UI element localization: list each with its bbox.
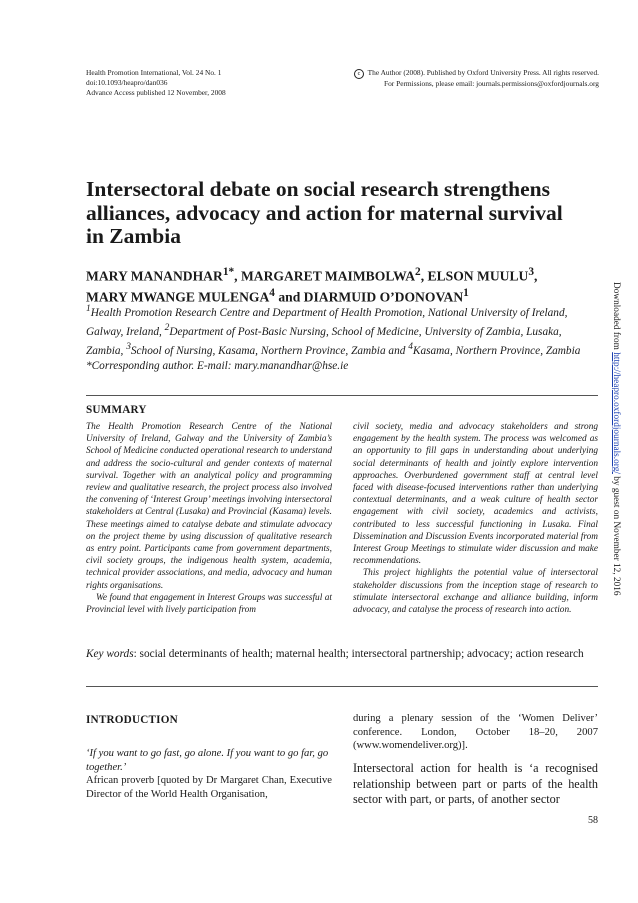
summary-heading: SUMMARY (86, 404, 147, 416)
affiliation-marker: 2 (164, 322, 170, 333)
epigraph-attribution: African proverb [quoted by Dr Margaret Chan, Executive Director of the World Health Organisation, (86, 775, 332, 800)
summary-column-right (353, 421, 598, 616)
affiliations (86, 302, 598, 374)
affiliation-text: Kasama, Northern Province, Zambia (412, 344, 581, 357)
journal-header (86, 68, 326, 99)
section-divider (86, 686, 598, 687)
summary-paragraph: We found that engagement in Interest Groups was successful at Provincial level with lively participation from (86, 592, 332, 616)
summary-column-left (86, 421, 332, 616)
keywords-label: Key words (86, 648, 134, 660)
copyright-text: The Author (2008). Published by Oxford University Press. All rights reserved. (367, 68, 599, 77)
author-name: DIARMUID O’DONOVAN (303, 289, 464, 305)
download-prefix: Downloaded from (611, 282, 621, 353)
author-affiliation-marker: 3 (528, 266, 535, 278)
introduction-paragraph: Intersectoral action for health is ‘a recognised relationship between part or parts of the health sector with part, or parts, of another sector (353, 761, 598, 807)
section-divider (86, 395, 598, 396)
author-separator: , (234, 268, 241, 284)
affiliation-text: School of Nursing, Kasama, Northern Province, Zambia and (130, 344, 409, 357)
author-name: MARY MWANGE MULENGA (86, 289, 270, 305)
journal-site-link[interactable]: http://heapro.oxfordjournals.org/ (611, 352, 621, 474)
summary-paragraph: civil society, media and advocacy stakeholders and strong engagement by the health system. The process was welcomed as an opportunity to fill gaps in understanding about underlying social determinants of health and jointly explore intervention approaches. Overburdened government staff at central level faced with disease-focused interventions rather than underlying contextual determinants, and a weak culture of health sector engagement with civil society, academics and activists, contributed to less successful functioning in Lusaka. Final Dissemination and Discussion Events incorporated material from Interest Group Meetings to stimulate wider discussion and make recommendations. (353, 422, 598, 567)
advance-access-date: Advance Access published 12 November, 2008 (86, 88, 226, 98)
affiliation-marker: 3 (126, 341, 131, 352)
author-name: MARY MANANDHAR (86, 268, 223, 284)
epigraph-quote: ‘If you want to go fast, go alone. If you want to go far, go together.’ (86, 748, 329, 773)
author-affiliation-marker: 1 (463, 287, 469, 300)
summary-paragraph: The Health Promotion Research Centre of the National University of Ireland, Galway and the University of Zambia’s School of Medicine conducted operational research to understand and address the socio-cultural and gender contexts of maternal survival. Together with an analytical policy and programming review and qualitative research, the project process also involved the convening of ‘Interest Group’ meetings involving intersectoral stakeholders at Central (Lusaka) and Provincial (Kasama) levels. These meetings aimed to catalyse debate and stimulate advocacy on the project theme by using discussion of qualitative research as entry point. Participants came from government departments, civil society groups, the indigenous health system, academia, technical provider associations, and media, advocacy and human rights organisations. (86, 422, 332, 591)
keywords-text: : social determinants of health; maternal health; intersectoral partnership; advocacy; action research (133, 648, 584, 660)
author-affiliation-marker: 1* (222, 266, 235, 278)
affiliation-text: Health Promotion Research Centre and Department of Health Promotion, National University of Ireland, Galway, Ireland, (86, 306, 568, 338)
author-name: ELSON MUULU (427, 268, 529, 284)
author-affiliation-marker: 4 (269, 287, 275, 300)
copyright-notice (328, 68, 599, 89)
copyright-icon: c (354, 69, 364, 79)
introduction-heading: INTRODUCTION (86, 714, 178, 726)
article-title: Intersectoral debate on social research strengthens alliances, advocacy and action for maternal survival in Zambia (86, 177, 563, 248)
page-number: 58 (588, 815, 598, 826)
permissions-text: For Permissions, please email: journals.permissions@oxfordjournals.org (383, 79, 599, 88)
author-separator: , (534, 268, 538, 284)
download-suffix: by guest on November 12, 2016 (611, 473, 621, 596)
author-name: MARGARET MAIMBOLWA (240, 268, 416, 284)
doi[interactable]: doi:10.1093/heapro/dan036 (86, 78, 168, 88)
author-affiliation-marker: 2 (415, 266, 421, 278)
affiliation-text: Department of Post-Basic Nursing, School of Medicine, University of Zambia, Lusaka, Zambia, (86, 325, 562, 357)
attribution-continuation: during a plenary session of the ‘Women Deliver’ conference. London, October 18–20, 2007 (www.womendeliver.org)]. (353, 713, 598, 752)
author-separator: and (274, 289, 304, 305)
affiliation-marker: 1 (86, 304, 91, 314)
author-separator: , (420, 268, 428, 284)
corresponding-author: *Corresponding author. E-mail: mary.manandhar@hse.ie (86, 359, 349, 372)
journal-citation: Health Promotion International, Vol. 24 No. 1 (86, 68, 222, 77)
download-watermark (610, 282, 621, 596)
summary-paragraph: This project highlights the potential value of intersectoral stakeholder discussions from the inception stage of research to stimulate intersectoral exchange and alliance building, inform advocacy, and catalyse the process of research into action. (353, 568, 598, 616)
affiliation-marker: 4 (408, 341, 413, 352)
epigraph (86, 747, 332, 801)
author-list (86, 264, 598, 306)
keywords (86, 647, 598, 662)
